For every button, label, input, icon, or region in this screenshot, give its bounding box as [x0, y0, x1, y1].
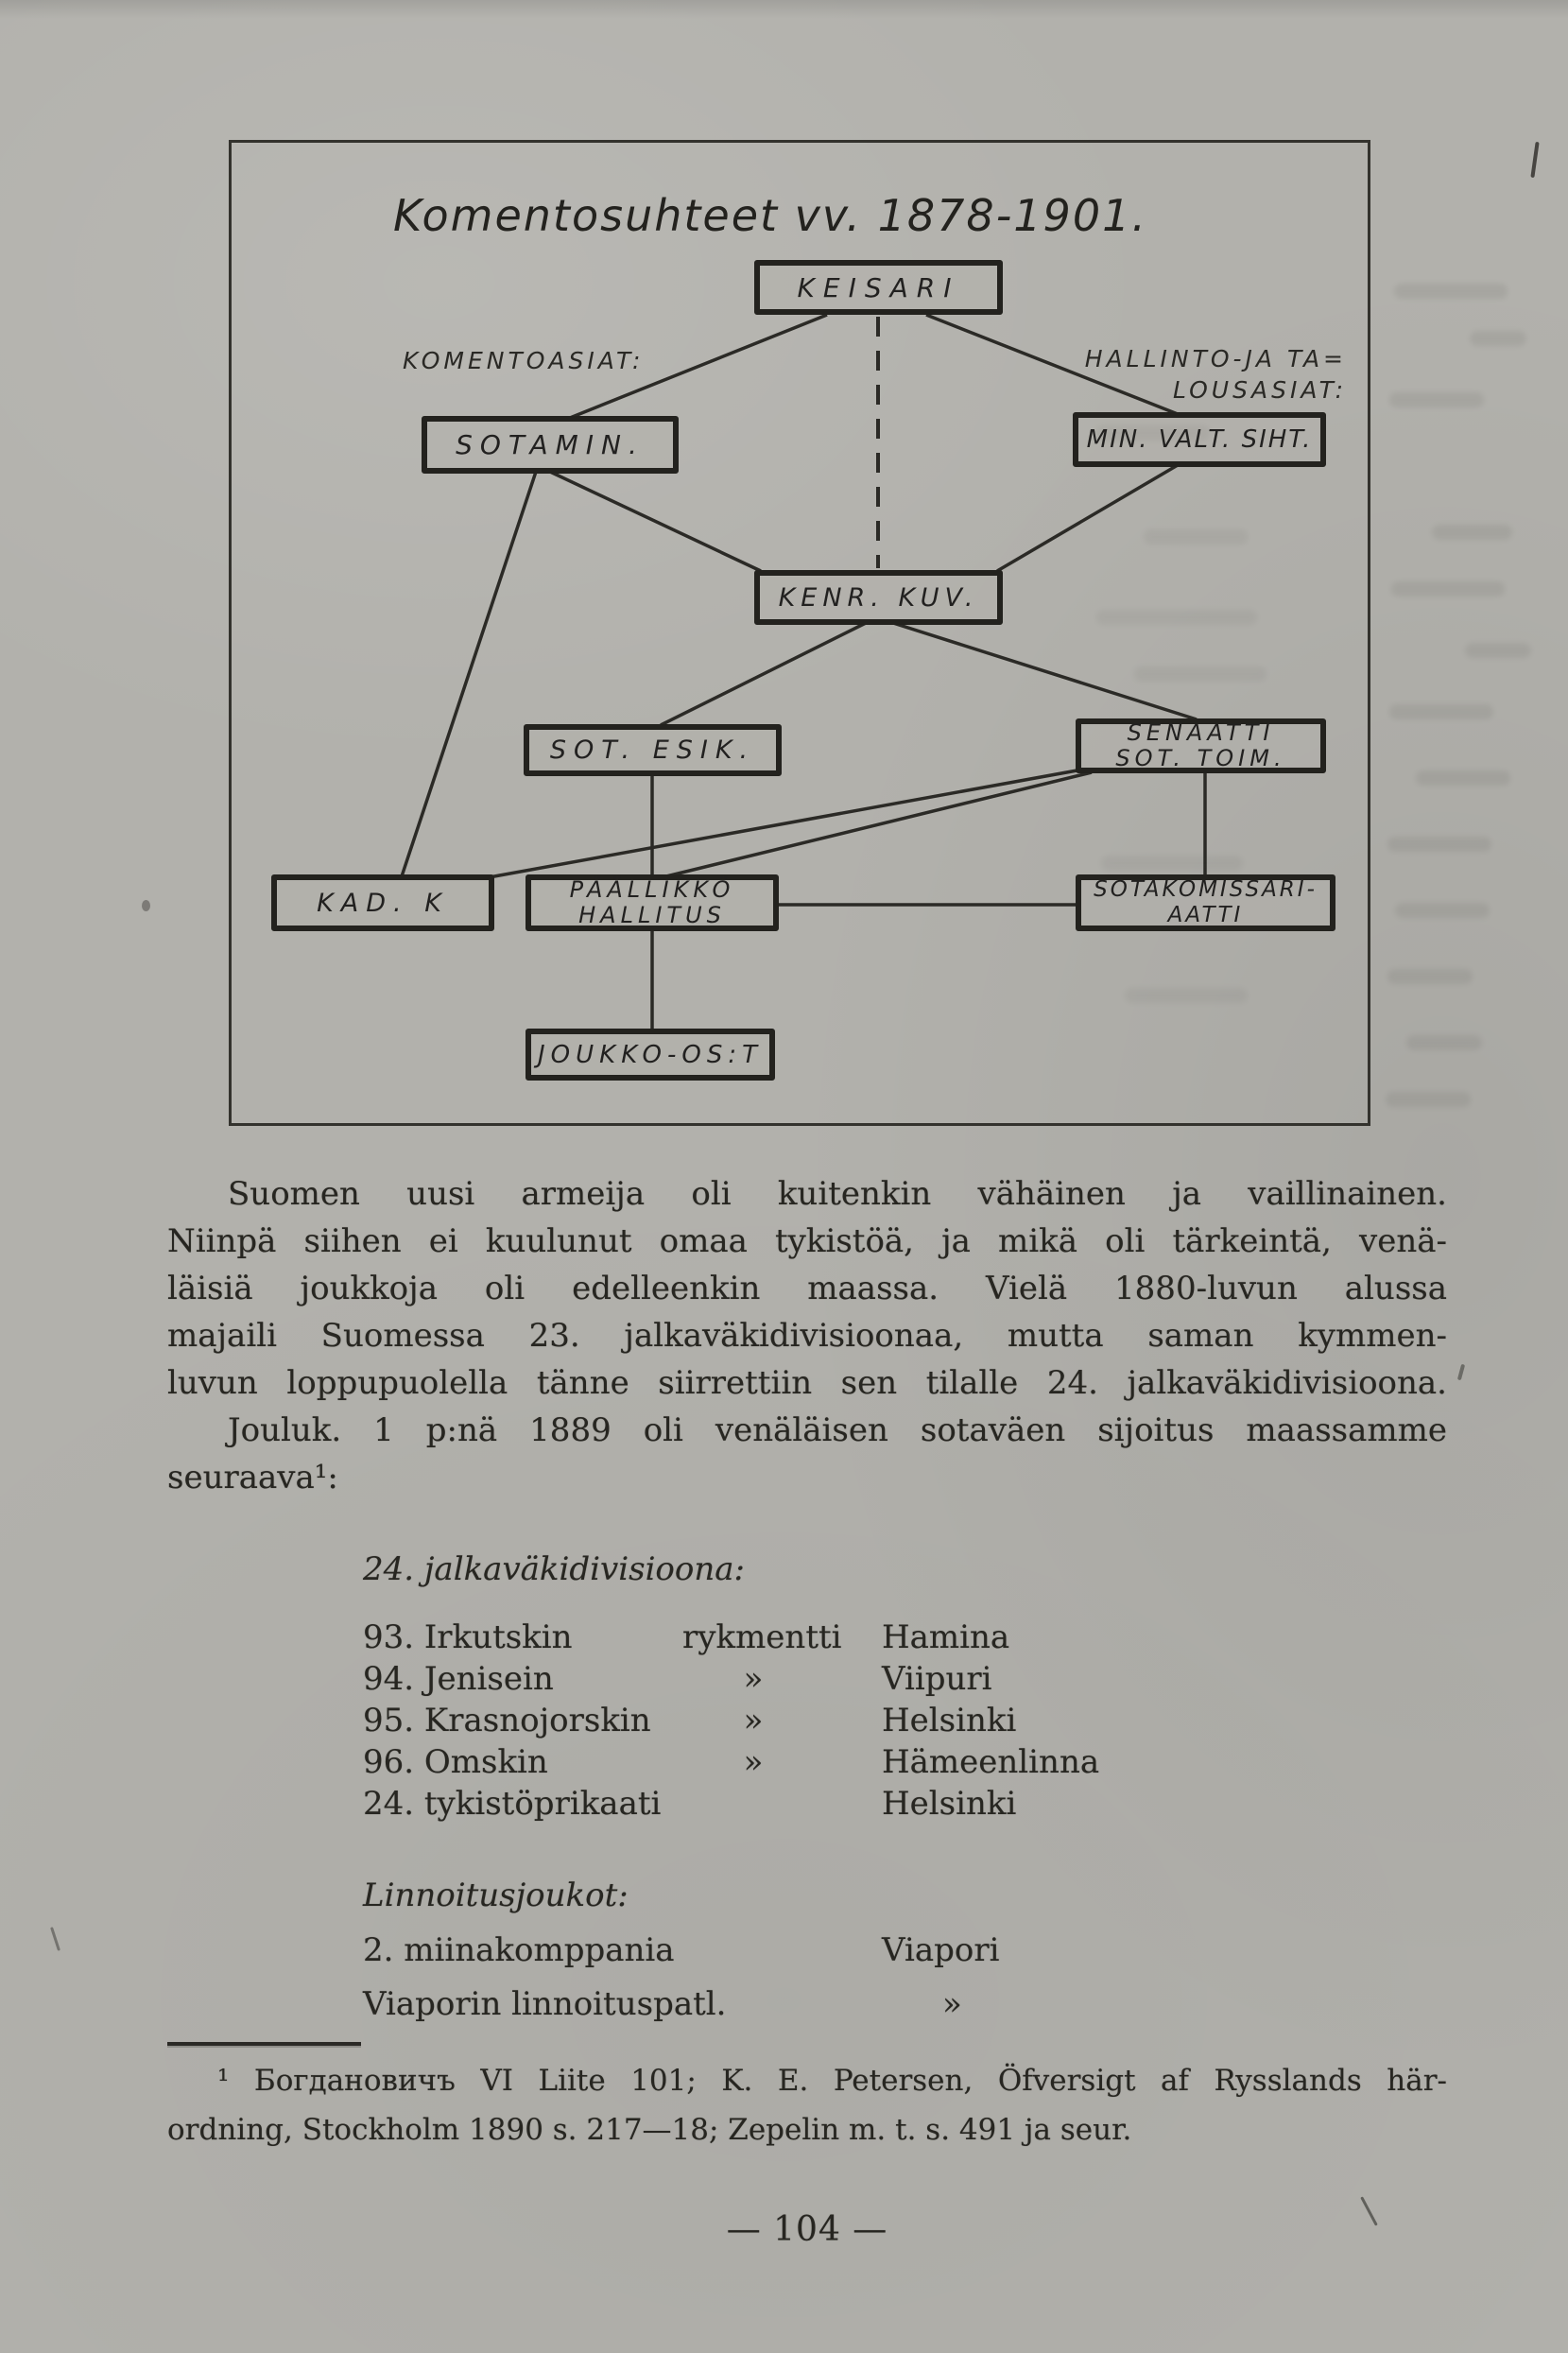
body-line: majaili Suomessa 23. jalkaväkidivisioonaa, mutta saman kymmen- [167, 1317, 1447, 1355]
body-text [167, 1172, 1447, 1503]
node-paallikko-hallitus [526, 874, 779, 931]
edge-minvaltsiht-kenrkuv [997, 465, 1178, 571]
node-paallikko-line1: PÄÄLLIKKÖ [569, 876, 735, 903]
node-kenr-kuv [754, 570, 1003, 625]
bleed-through-smudge [1134, 666, 1266, 682]
node-kad-k [271, 874, 494, 931]
edge-kenrkuv-sotesik [661, 623, 866, 725]
unit-city: » [942, 1985, 962, 2023]
bleed-through-smudge [1096, 610, 1257, 625]
footnote-line: ordning, Stockholm 1890 s. 217—18; Zepelin m. t. s. 491 ja seur. [167, 2113, 1132, 2147]
ink-speck [142, 900, 150, 911]
list-row [0, 1785, 1568, 1826]
node-senaatti-line2: SOT. TOIM. [1115, 745, 1286, 771]
unit-name: Viaporin linnoituspatl. [363, 1985, 727, 2023]
unit-type: » [743, 1743, 764, 1781]
node-keisari [754, 260, 1003, 315]
footnote-line: ¹ Богдановичъ VI Liite 101; K. E. Petersen, Öfversigt af Rysslands här- [217, 2064, 1447, 2098]
bleed-through-smudge [1096, 425, 1210, 441]
diagram-frame [229, 140, 1370, 1126]
unit-city: Viipuri [882, 1660, 992, 1698]
bleed-through-smudge [1144, 529, 1248, 545]
node-kenr-kuv-label: KENR. KUV. [778, 582, 979, 613]
unit-name: 94. Jenisein [363, 1660, 554, 1698]
bleed-through-smudge [1101, 856, 1243, 871]
unit-city: Viapori [882, 1931, 1000, 1969]
body-line: luvun loppupuolella tänne siirrettiin sen tilalle 24. jalkaväkidivisioona. [167, 1364, 1447, 1402]
bleed-through-smudge [1432, 525, 1512, 540]
list-row [0, 1660, 1568, 1702]
bleed-through-smudge [1389, 704, 1493, 719]
node-min-valt-siht-label: MIN. VALT. SIHT. [1086, 425, 1313, 454]
body-line: Jouluk. 1 p:nä 1889 oli venäläisen sotaväen sijoitus maassamme [228, 1411, 1447, 1449]
label-hallinto-line2: LOUSASIAT: [1172, 376, 1347, 404]
bleed-through-smudge [1395, 903, 1490, 918]
body-line: Suomen uusi armeija oli kuitenkin vähäinen ja vaillinainen. [228, 1175, 1447, 1213]
unit-city: Helsinki [882, 1785, 1017, 1823]
list-row [0, 1931, 1568, 1973]
bleed-through-smudge [1406, 1035, 1482, 1050]
label-hallinto-talousasiat [1035, 343, 1347, 406]
bleed-through-smudge [1394, 284, 1508, 299]
list-row [0, 1618, 1568, 1660]
bleed-through-smudge [1465, 643, 1531, 658]
node-sot-esik [524, 724, 782, 776]
edge-senaatti-kadk [484, 770, 1082, 878]
label-hallinto-line1: HALLINTO-JA TA= [1084, 345, 1347, 372]
unit-name: 96. Omskin [363, 1743, 548, 1781]
unit-name: 2. miinakomppania [363, 1931, 675, 1969]
node-paallikko-line2: HALLITUS [578, 902, 726, 928]
bleed-through-smudge [1416, 770, 1510, 786]
body-line: seuraava¹: [167, 1459, 338, 1497]
page-number: — 104 — [726, 2210, 888, 2249]
node-sot-esik-label: SOT. ESIK. [549, 735, 756, 765]
list-row [0, 1985, 1568, 2027]
bleed-through-smudge [1386, 1092, 1471, 1107]
unit-city: Hamina [882, 1618, 1010, 1656]
fortress-heading: Linnoitusjoukot: [363, 1877, 629, 1914]
node-senaatti-line1: SENAATTI [1127, 719, 1275, 746]
node-sotakomissariaatti-line1: SOTAKOMISSARI- [1094, 877, 1318, 902]
list-row [0, 1702, 1568, 1743]
bleed-through-smudge [1387, 837, 1491, 852]
edge-senaatti-paallikko [666, 772, 1092, 876]
node-sotamin-label: SOTAMIN. [456, 429, 645, 460]
bleed-through-smudge [1391, 581, 1505, 597]
body-line: läisiä joukkoja oli edelleenkin maassa. Vielä 1880-luvun alussa [167, 1270, 1447, 1307]
edge-sotamin-kadk [402, 472, 536, 876]
unit-city: Hämeenlinna [882, 1743, 1100, 1781]
unit-type: rykmentti [682, 1618, 842, 1656]
unit-name: 24. tykistöprikaati [363, 1785, 662, 1823]
unit-name: 95. Krasnojorskin [363, 1702, 651, 1739]
unit-city: Helsinki [882, 1702, 1017, 1739]
list-row [0, 1743, 1568, 1785]
bleed-through-smudge [1470, 331, 1526, 346]
node-sotakomissariaatti-line2: AATTI [1167, 903, 1244, 927]
diagram-title: Komentosuhteet vv. 1878-1901. [393, 190, 1147, 241]
edge-sotamin-kenrkuv [550, 472, 761, 571]
bleed-through-smudge [1389, 392, 1484, 407]
node-kad-k-label: KAD. K [317, 888, 449, 918]
label-komentoasiat: KOMENTOASIAT: [403, 347, 645, 374]
unit-type: » [743, 1660, 764, 1698]
division-heading: 24. jalkaväkidivisioona: [363, 1550, 745, 1588]
body-line: Niinpä siihen ei kuulunut omaa tykistöä, ja mikä oli tärkeintä, venä- [167, 1222, 1447, 1260]
node-joukko-ost-label: JOUKKO-OS:T [537, 1040, 764, 1069]
footnote-rule [167, 2042, 361, 2046]
ink-speck [1530, 142, 1539, 178]
ink-speck [1457, 1364, 1465, 1380]
unit-name: 93. Irkutskin [363, 1618, 573, 1656]
bleed-through-smudge [1387, 969, 1473, 984]
node-senaatti-sot-toim [1076, 718, 1326, 773]
unit-type: » [743, 1702, 764, 1739]
node-keisari-label: KEISARI [797, 271, 960, 303]
node-sotamin [422, 416, 679, 474]
node-joukko-ost [526, 1029, 775, 1081]
bleed-through-smudge [1125, 988, 1248, 1003]
node-sotakomissariaatti [1076, 874, 1335, 931]
